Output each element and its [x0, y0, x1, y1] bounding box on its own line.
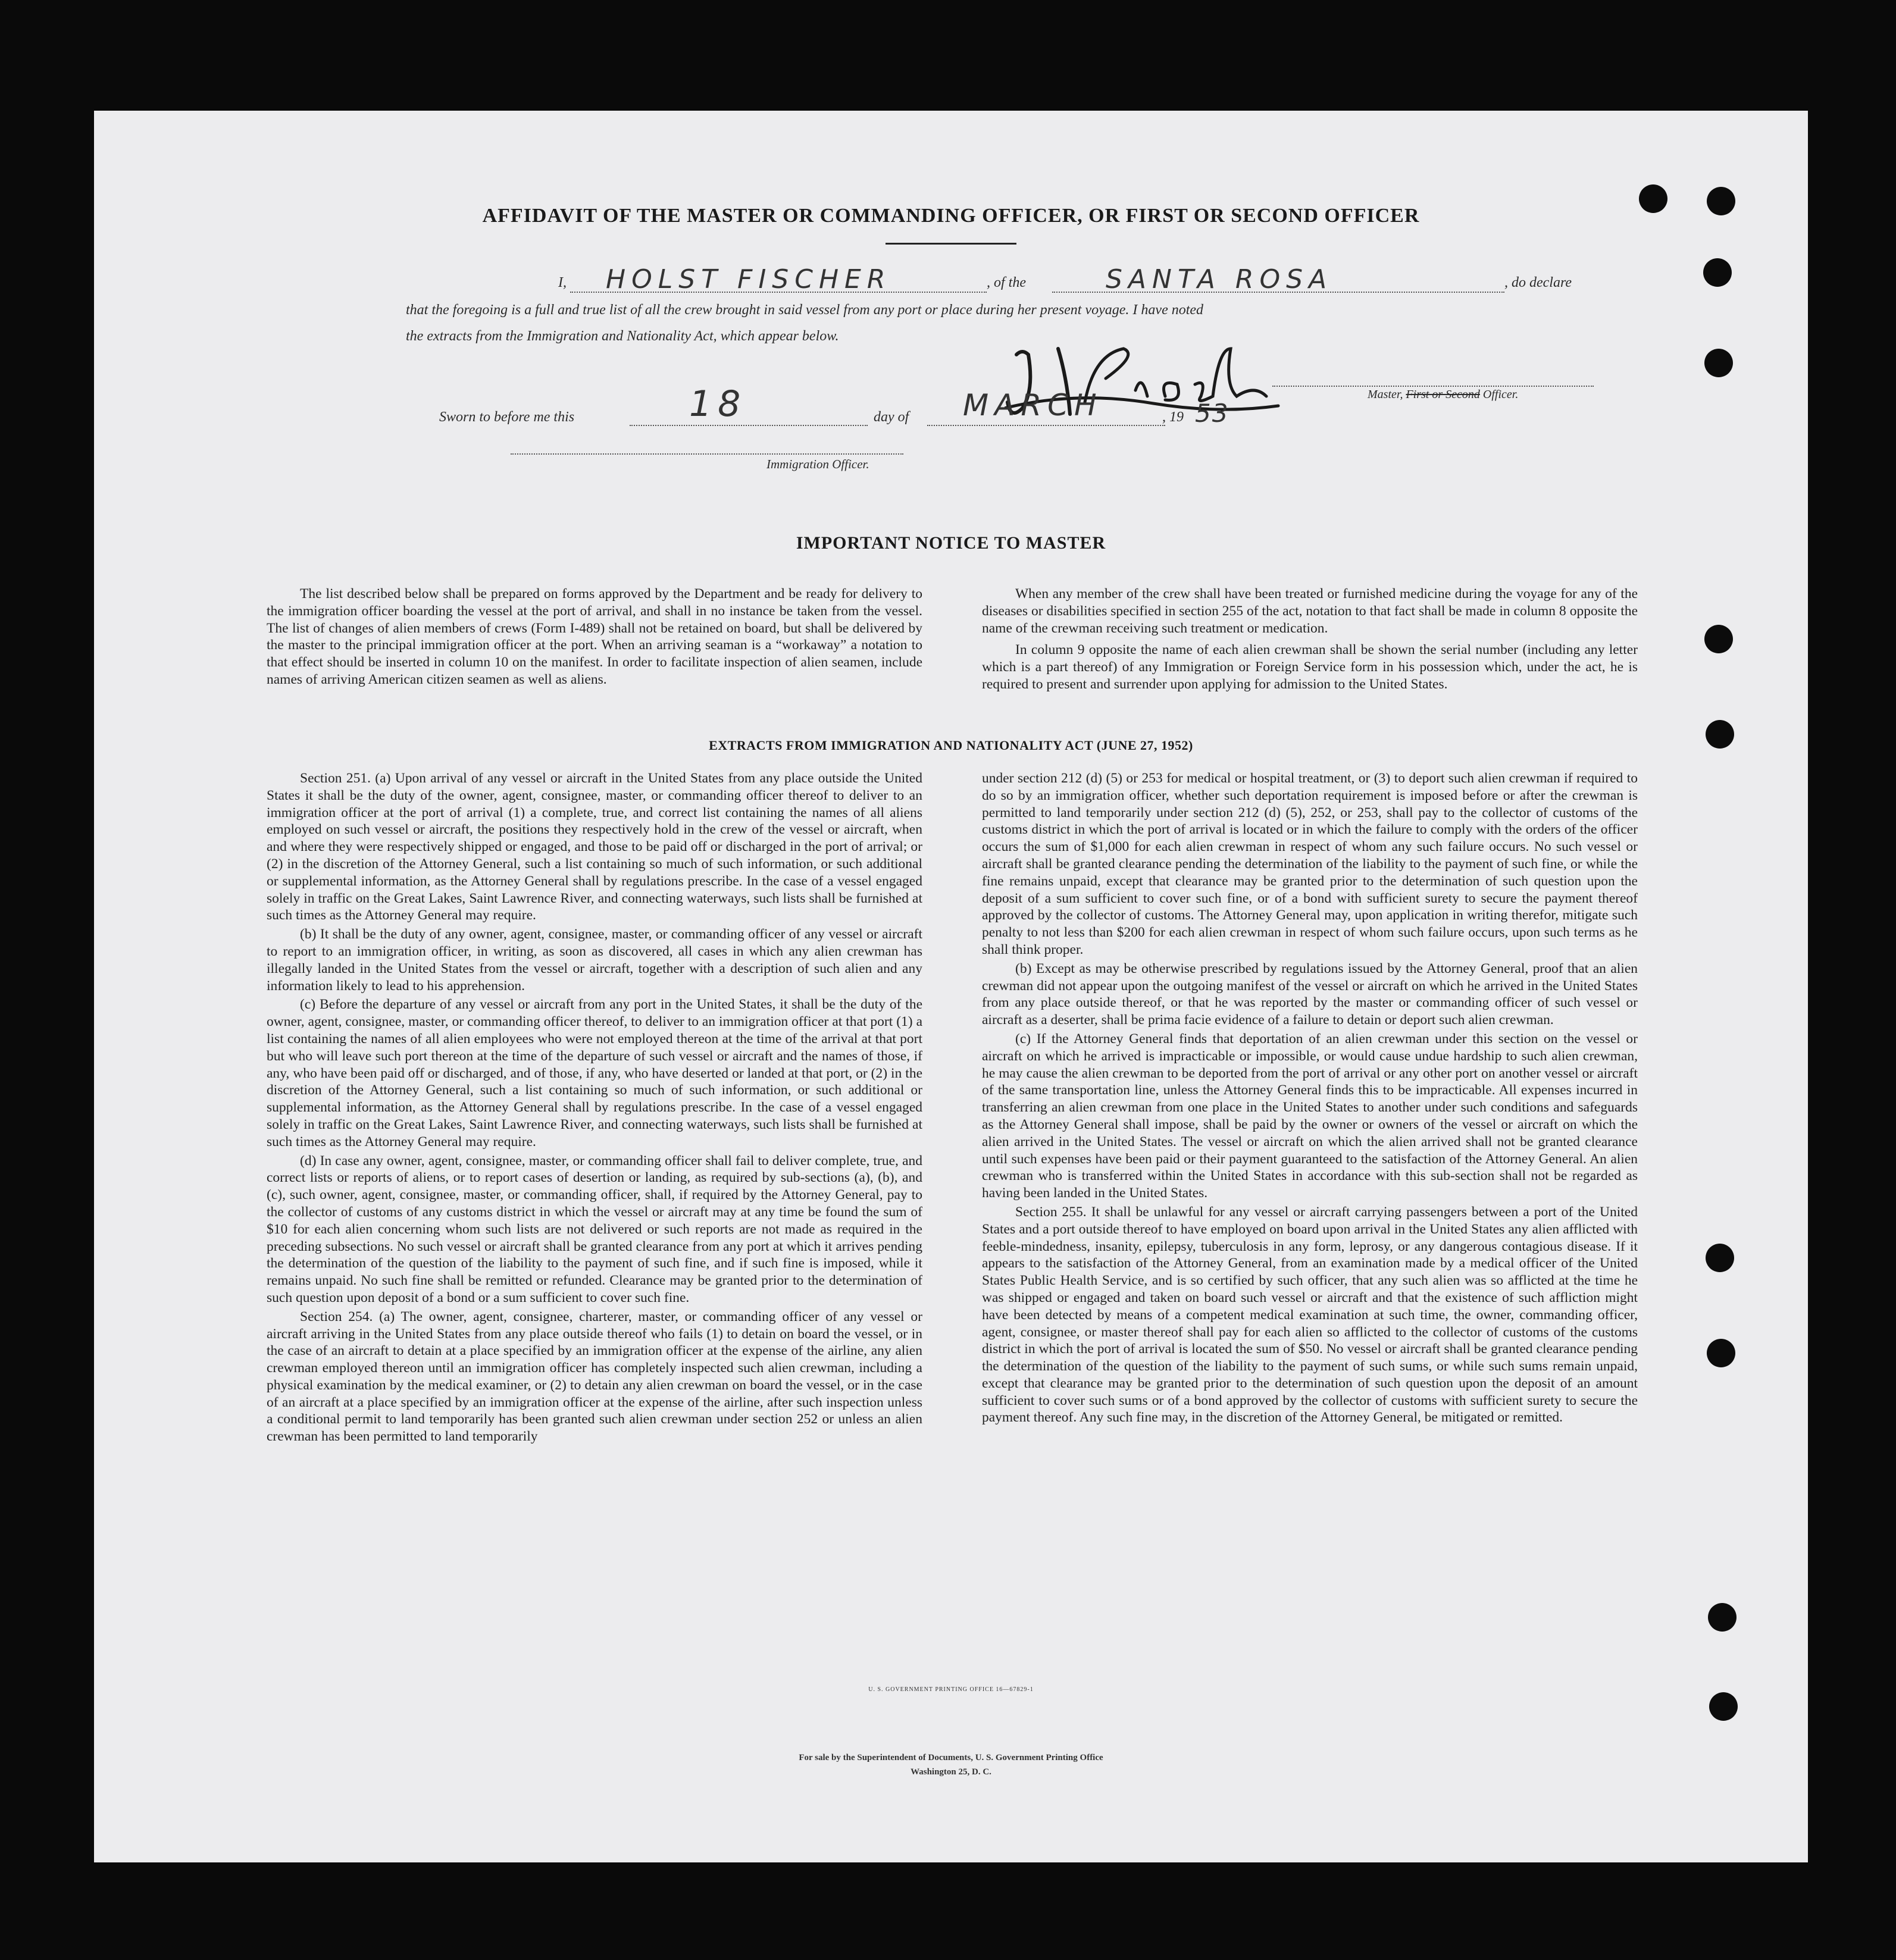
extract-paragraph: under section 212 (d) (5) or 253 for medical or hospital treatment, or (3) to deport such alien crewman if required to do so by an immigration officer, whether such deportation requirement is imposed before or after the crewman is permitted to land temporarily under section 212 (d) (5), 252, or 253, shall pay to the collector of customs of the customs district in which the port of arrival is located or in which the failure to comply with the orders of the officer occurs the sum of $1,000 for each alien crewman in respect of whom any such failure occurs. No such vessel or aircraft shall be granted clearance pending the determination of the liability to the payment of such fine, or while the fine remains unpaid, except that clearance may be granted prior to the determination of such question upon the deposit of a sum sufficient to cover such fine, or of a bond with sufficient surety to secure the payment thereof approved by the collector of customs. The Attorney General may, upon application in writing therefor, mitigate such penalty to not less than $200 for each alien crewman in respect of whom such failure occurs, upon such terms as he shall think proper.	[982, 771, 1638, 957]
year-value: 53	[1195, 399, 1229, 428]
extract-paragraph: (c) If the Attorney General finds that deportation of an alien crewman under this section on the vessel or aircraft on which he arrived is impracticable or impossible, or would cause undue hardship to such alien crewman, he may cause the alien crewman to be deported from the port of arrival or any other port on another vessel or aircraft of the same transportation line, unless the Attorney General finds this to be impracticable. All expenses incurred in transferring an alien crewman from one place in the United States to another under such conditions and safeguards as the Attorney General shall impose, shall be paid by the owner or owners of the vessel or aircraft on which the alien arrived in the United States. The vessel or aircraft on which the alien arrived shall not be granted clearance until such expenses have been paid or their payment guaranteed to the satisfaction of the Attorney General. An alien crewman who is transferred within the United States in accordance with this sub-section shall not be regarded as having been landed in the United States.	[982, 1031, 1638, 1201]
extracts-right-column	[982, 770, 1638, 1428]
year-prefix: , 19	[1162, 409, 1184, 425]
punch-hole	[1704, 625, 1733, 653]
notice-right-paragraph-2: In column 9 opposite the name of each alien crewman shall be shown the serial number (including any letter which is a part thereof) of any Immigration or Foreign Service form in his possession which, under the act, he is required to present and surrender upon applying for admission to the United States.	[982, 642, 1638, 692]
punch-hole	[1704, 349, 1733, 377]
punch-hole	[1709, 1692, 1738, 1721]
notice-right-column	[982, 586, 1638, 695]
extract-paragraph: (c) Before the departure of any vessel or aircraft from any port in the United States, it shall be the duty of the owner, agent, consignee, master, or commanding officer thereof, to deliver to an immigration officer at that port (1) a list containing the names of all alien employees who were not employed thereon at the time of the arrival at that port but who will leave such port thereon at the time of the departure of such vessel or aircraft and the names of those, if any, who have been paid off or discharged, and of those, if any, who have deserted or landed at that port, or (2) in the discretion of the Attorney General, such a list containing so much of such information, or such additional or supplemental information, as the Attorney General shall by regulations prescribe. In the case of a vessel engaged solely in traffic on the Great Lakes, Saint Lawrence River, and connecting waterways, such lists shall be furnished at such times as the Attorney General may require.	[267, 997, 922, 1150]
master-name: HOLST FISCHER	[606, 264, 891, 295]
signature-line	[1272, 386, 1594, 387]
punch-hole	[1639, 184, 1667, 213]
punch-hole	[1707, 187, 1735, 215]
extract-paragraph: (d) In case any owner, agent, consignee, master, or commanding officer shall fail to deliver complete, true, and correct lists or reports of aliens, or to report cases of desertion or landing, as required by sub-sections (a), (b), and (c), such owner, agent, consignee, master, or commanding officer, shall, if required by the Attorney General, pay to the collector of customs of any customs district in which the vessel or aircraft may at any time be found the sum of $10 for each alien concerning whom such lists are not delivered or such reports are not made as required in the preceding subsections. No such vessel or aircraft shall be granted clearance from any port at which it arrives pending the determination of the question of the liability to the payment of such fine, and if such fine is imposed, while it remains unpaid. No such fine shall be remitted or refunded. Clearance may be granted prior to the determination of such question upon deposit of a bond or a sum sufficient to cover such fine.	[267, 1153, 922, 1305]
day-line	[630, 425, 868, 426]
i-label: I,	[558, 275, 567, 290]
sale-line-2: Washington 25, D. C.	[911, 1767, 991, 1777]
sale-line-1: For sale by the Superintendent of Documents, U. S. Government Printing Office	[799, 1753, 1103, 1762]
punch-hole	[1703, 258, 1732, 287]
title-rule	[886, 243, 1016, 245]
master-caption-suffix: Officer.	[1482, 388, 1519, 401]
day-of-label: day of	[874, 409, 909, 425]
printer-line: U. S. GOVERNMENT PRINTING OFFICE 16—67829-1	[868, 1686, 1034, 1693]
punch-hole	[1708, 1603, 1737, 1632]
affidavit-line-2: that the foregoing is a full and true list of all the crew brought in said vessel from any port or place during her present voyage. I have noted	[406, 302, 1204, 318]
extract-paragraph: (b) Except as may be otherwise prescribed by regulations issued by the Attorney General, proof that an alien crewman did not appear upon the outgoing manifest of the vessel or aircraft on which he arrived in the United States from any place outside thereof, or that he was reported by the master or commanding officer of such vessel or aircraft as a deserter, shall be prima facie evidence of a failure to detain or deport such alien crewman.	[982, 960, 1638, 1028]
declare-label: , do declare	[1504, 275, 1572, 290]
of-the-label: , of the	[987, 275, 1026, 290]
punch-hole	[1706, 720, 1734, 749]
extracts-left-column	[267, 770, 922, 1447]
master-caption	[1368, 388, 1518, 402]
vessel-name: SANTA ROSA	[1106, 264, 1333, 295]
immigration-officer-line	[511, 453, 903, 455]
sworn-label: Sworn to before me this	[439, 409, 575, 425]
punch-hole	[1706, 1244, 1734, 1272]
day-value: 18	[689, 383, 747, 425]
master-caption-prefix: Master,	[1368, 388, 1403, 401]
immigration-officer-caption: Immigration Officer.	[766, 457, 869, 471]
punch-hole	[1707, 1339, 1735, 1367]
extract-paragraph: Section 254. (a) The owner, agent, consignee, charterer, master, or commanding officer of any vessel or aircraft arriving in the United States from any place outside thereof who fails (1) to detain on board the vessel, or in the case of an aircraft to detain at a place specified by an immigration officer at the expense of the airline, any alien crewman employed thereon until an immigration officer has completely inspected such alien crewman, including a physical examination by the medical examiner, or (2) to detain any alien crewman on board the vessel, or in the case of an aircraft at a place specified by an immigration officer at the expense of the airline, after such inspection unless a conditional permit to land temporarily has been granted such alien crewman under section 252 or unless an alien crewman has been permitted to land temporarily	[267, 1308, 922, 1445]
notice-title: IMPORTANT NOTICE TO MASTER	[796, 533, 1106, 553]
extract-paragraph: Section 251. (a) Upon arrival of any vessel or aircraft in the United States from any place outside the United States it shall be the duty of the owner, agent, consignee, master, or commanding officer thereof to deliver to an immigration officer at the port of arrival (1) a complete, true, and correct list containing the names of all aliens employed on such vessel or aircraft, the positions they respectively hold in the crew of the vessel or aircraft, when and where they were respectively shipped or engaged, and those to be paid off or discharged in the port of arrival; or (2) in the discretion of the Attorney General, such a list containing so much of such information, or such additional or supplemental information, as the Attorney General shall by regulations prescribe. In the case of a vessel engaged solely in traffic on the Great Lakes, Saint Lawrence River, and connecting waterways, such lists shall be furnished at such times as the Attorney General may require.	[267, 771, 922, 923]
affidavit-line-3: the extracts from the Immigration and Nationality Act, which appear below.	[406, 328, 839, 344]
extract-paragraph: Section 255. It shall be unlawful for any vessel or aircraft carrying passengers between a port of the United States and a port outside thereof to have employed on board upon arrival in the United States any alien afflicted with feeble-mindedness, insanity, epilepsy, tuberculosis in any form, leprosy, or any dangerous contagious disease. If it appears to the satisfaction of the Attorney General, from an examination made by a medical officer of the United States Public Health Service, and is so certified by such officer, that any such alien was so afflicted at the time he was shipped or engaged and taken on board such vessel or aircraft and that the existence of such affliction might have been detected by means of a competent medical examination at such time, the owner, commanding officer, agent, consignee, or master thereof shall pay for each alien so afflicted to the collector of customs of the customs district in which the port of arrival is located the sum of $50. No vessel or aircraft shall be granted clearance pending the determination of the question of the liability to the payment of such sums, or while such sums remain unpaid, except that clearance may be granted prior to the determination of such question upon the deposit of an amount sufficient to cover such sums or of a bond approved by the collector of customs with sufficient surety to secure the payment thereof. Any such fine may, in the discretion of the Attorney General, be mitigated or remitted.	[982, 1204, 1638, 1426]
extract-paragraph: (b) It shall be the duty of any owner, agent, consignee, master, or commanding officer of any vessel or aircraft to report to an immigration officer, in writing, as soon as discovered, all cases in which any alien crewman has illegally landed in the United States from the vessel or aircraft, together with a description of such alien and any information likely to lead to his apprehension.	[267, 926, 922, 994]
notice-left-paragraph: The list described below shall be prepared on forms approved by the Department and be ready for delivery to the immigration officer boarding the vessel at the port of arrival, and shall in no instance be taken from the vessel. The list of changes of alien members of crews (Form I-489) shall not be retained on board, but shall be delivered by the master to the principal immigration officer at the port. When an arriving seaman is a “workaway” a notation to that effect should be inserted in column 10 on the manifest. In order to facilitate inspection of alien seamen, include names of arriving American citizen seamen as well as aliens.	[267, 586, 922, 687]
affidavit-title: AFFIDAVIT OF THE MASTER OR COMMANDING OFFICER, OR FIRST OR SECOND OFFICER	[482, 205, 1420, 227]
notice-right-paragraph-1: When any member of the crew shall have been treated or furnished medicine during the voyage for any of the diseases or disabilities specified in section 255 of the act, notation to that fact shall be made in column 8 opposite the name of the crewman receiving such treatment or medication.	[982, 586, 1638, 636]
notice-left-column	[267, 586, 922, 690]
master-caption-struck: First or Second	[1406, 388, 1480, 401]
month-value: MARCH	[963, 388, 1103, 422]
month-line	[927, 425, 1165, 426]
form-page	[94, 111, 1808, 1862]
extracts-title: EXTRACTS FROM IMMIGRATION AND NATIONALITY ACT (JUNE 27, 1952)	[709, 738, 1193, 753]
